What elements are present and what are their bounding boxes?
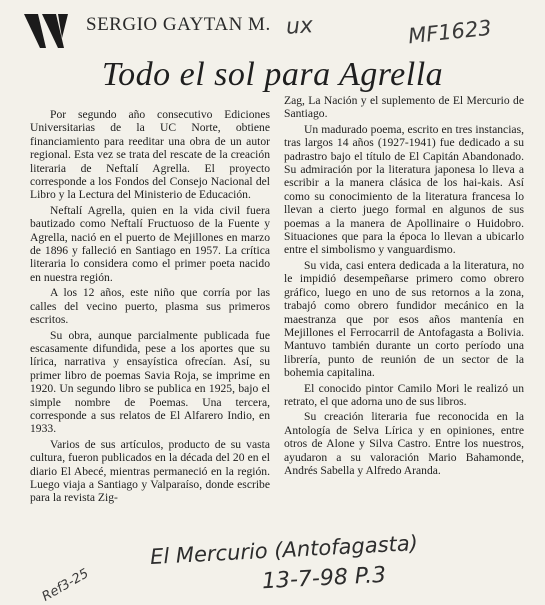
paragraph: A los 12 años, este niño que corría por las calles del vecino puerto, plasma sus primeros escritos. xyxy=(30,286,270,327)
paragraph: Por segundo año consecutivo Ediciones Universitarias de la UC Norte, obtiene financiamiento para reeditar una obra de un autor regional. Esta vez se trata del rescate de la creación literaria de Neftalí Agrella. El proyecto corresponde a los Fondos del Consejo Nacional del Libro y la Lectura del Ministerio de Educación. xyxy=(30,108,270,202)
newspaper-logo-icon xyxy=(22,12,70,50)
paragraph: Su creación literaria fue reconocida en la Antología de Selva Lírica y en opiniones, entre otros de Alone y Silva Castro. Entre los nuestros, ayudaron a su valoración Mario Bahamonde, Andrés Sabella y Alfredo Aranda. xyxy=(284,410,524,477)
article-title: Todo el sol para Agrella xyxy=(101,56,444,93)
paragraph: Un madurado poema, escrito en tres instancias, tras largos 14 años (1927-1941) fue dedicado a su padrastro bajo el título de El Capitán Abandonado. Su admiración por la literatura japonesa lo lleva a escribir a la manera clásica de los hai-kais. Así como su conocimiento de la literatura francesa lo llevan a cierto juego formal en algunos de sus poemas a la manera de Apollinaire o Huidobro. Situaciones que para la época lo llevan a ubicarlo entre el simbolismo y vanguardismo. xyxy=(284,122,524,257)
paragraph: Su obra, aunque parcialmente publicada fue escasamente difundida, pese a los aportes que su lírica, narrativa y ensayística ofrecían. Así, su primer libro de poemas Savia Roja, se imprime en 1920. Un segundo libro se publica en 1925, bajo el simple nombre de Poemas. Una tercera, corresponde a sus relatos de El Alfarero Indio, en 1933. xyxy=(30,328,270,436)
handwritten-date: 13-7-98 P.3 xyxy=(261,562,387,595)
article-column-right xyxy=(284,94,524,479)
author-byline: SERGIO GAYTAN M. xyxy=(86,14,271,35)
handwritten-side-note: Ref3-25 xyxy=(39,566,92,605)
handwritten-catalog-code: MF1623 xyxy=(406,15,493,49)
handwritten-mark: ux xyxy=(285,13,314,40)
paragraph: Neftalí Agrella, quien en la vida civil fuera bautizado como Neftalí Fructuoso de la Fuente y Agrella, nació en el puerto de Mejillones en marzo de 1896 y falleció en Santiago en 1957. La crítica literaria lo considera como el primer poeta nacido en nuestra región. xyxy=(30,203,270,284)
article-column-left xyxy=(30,108,270,507)
paragraph: Varios de sus artículos, producto de su vasta cultura, fueron publicados en la década del 20 en el diario El Abecé, mientras permaneció en la región. Luego viaja a Santiago y Valparaíso, donde escribe para la revista Zig- xyxy=(30,437,270,505)
handwritten-source: El Mercurio (Antofagasta) xyxy=(149,531,419,569)
paragraph: El conocido pintor Camilo Mori le realizó un retrato, el que adorna uno de sus libros. xyxy=(284,381,524,408)
paragraph: Su vida, casi entera dedicada a la literatura, no le impidió desempeñarse primero como obrero gráfico, luego en uno de sus retornos a la zona, trabajó como obrero fundidor mecánico en la maestranza que por esos años mantenía en Mejillones el Ferrocarril de Antofagasta a Bolivia. Mantuvo también durante un corto período una librería, punto de reunión de un sector de la bohemia capitalina. xyxy=(284,258,524,380)
paragraph-continuation: Zag, La Nación y el suplemento de El Mercurio de Santiago. xyxy=(284,94,524,121)
